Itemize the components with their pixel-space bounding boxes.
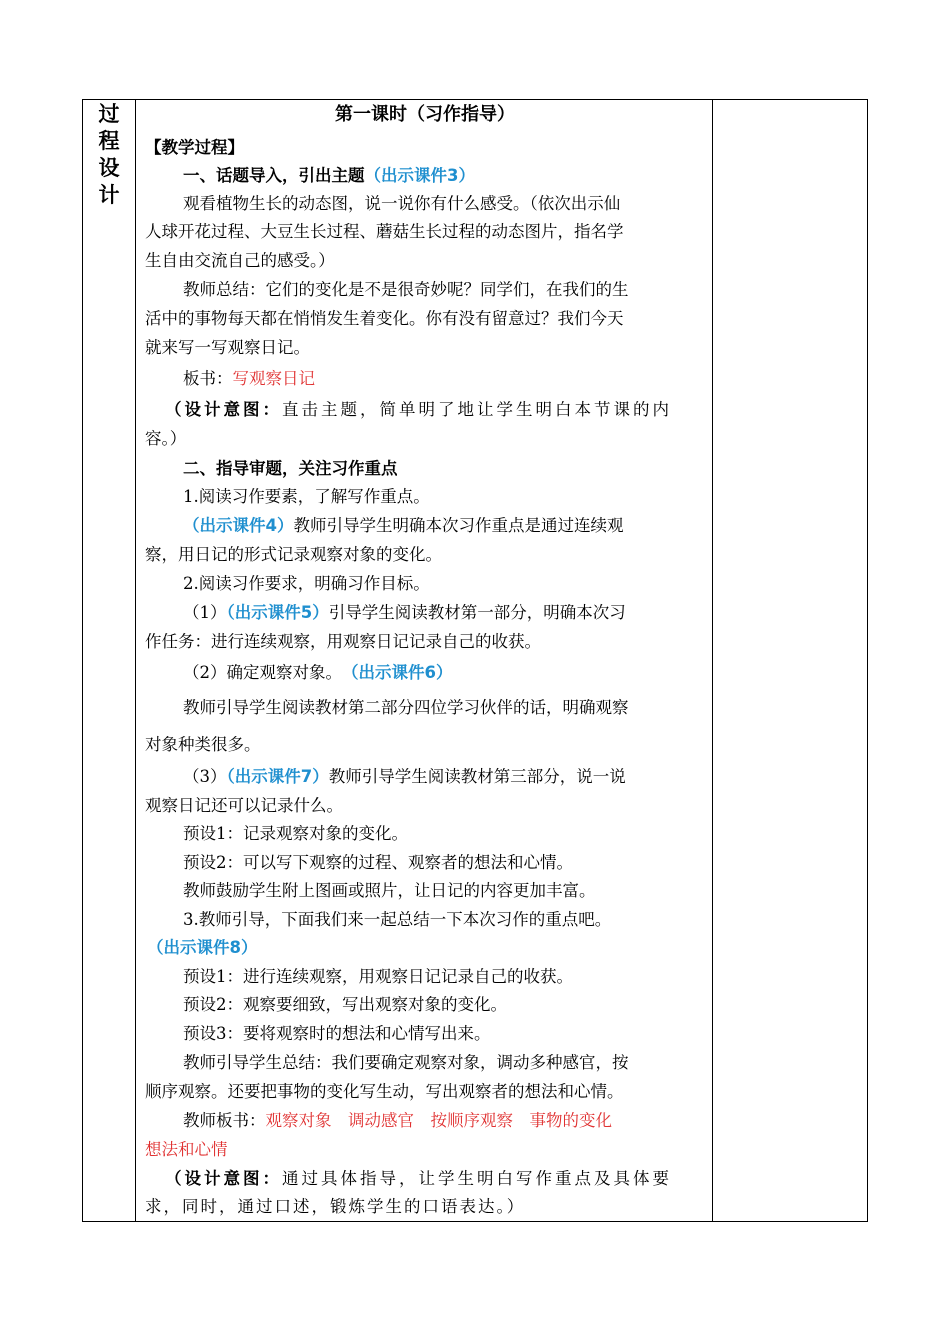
design-intent-label: （设计意图： [165, 400, 282, 419]
courseware-ref: （出示课件5） [226, 603, 329, 622]
board-writing: 观察对象 调动感官 按顺序观察 事物的变化 [265, 1111, 612, 1130]
paragraph-line: 教师引导学生阅读教材第二部分四位学习伙伴的话，明确观察 [183, 698, 629, 717]
paragraph-text: 引导学生阅读教材第一部分，明确本次习 [328, 603, 626, 622]
paragraph-line: 2.阅读习作要求，明确习作目标。 [183, 574, 430, 593]
paragraph-line: 预设2：可以写下观察的过程、观察者的想法和心情。 [183, 853, 573, 872]
paragraph-line: 就来写一写观察日记。 [145, 338, 310, 357]
design-intent-label: （设计意图： [165, 1169, 282, 1188]
paragraph-line: 预设3：要将观察时的想法和心情写出来。 [183, 1024, 491, 1043]
paragraph-line: 对象种类很多。 [145, 735, 261, 754]
side-label-char: 过 [98, 102, 120, 126]
paragraph-line: 观看植物生长的动态图，说一说你有什么感受。（依次出示仙 [183, 194, 621, 213]
lesson-table [82, 99, 868, 1222]
paragraph-line: 教师鼓励学生附上图画或照片，让日记的内容更加丰富。 [183, 881, 596, 900]
section-label-process-design [82, 99, 136, 209]
paragraph-line: 人球开花过程、大豆生长过程、蘑菇生长过程的动态图片，指名学 [145, 222, 624, 241]
label-text: 板书： [183, 369, 233, 388]
paragraph-line: 预设2：观察要细致，写出观察对象的变化。 [183, 995, 507, 1014]
design-intent-text: 直击主题，简单明了地让学生明白本节课的内 [282, 400, 672, 419]
paragraph-line [165, 1165, 672, 1189]
paragraph-line: 作任务：进行连续观察，用观察日记记录自己的收获。 [145, 632, 541, 651]
paragraph-line: 生自由交流自己的感受。） [145, 251, 335, 270]
paragraph-text: 教师引导学生明确本次习作重点是通过连续观 [293, 516, 624, 535]
paragraph-line [183, 659, 452, 683]
paragraph-line [165, 396, 672, 420]
paragraph-line: 1.阅读习作要素，了解写作重点。 [183, 487, 430, 506]
heading-text: 一、话题导入，引出主题 [183, 166, 365, 185]
column-divider-left [135, 99, 136, 1222]
side-label-char: 设 [98, 156, 120, 180]
courseware-ref: （出示课件7） [226, 767, 329, 786]
paragraph-line: 容。） [145, 429, 187, 448]
paragraph-line [183, 1107, 612, 1131]
paragraph-line [183, 162, 475, 186]
paragraph-line [183, 365, 315, 389]
label-text: 教师板书： [183, 1111, 266, 1130]
board-writing: 想法和心情 [145, 1140, 228, 1159]
paragraph-line [183, 512, 623, 536]
paragraph-line: 预设1：记录观察对象的变化。 [183, 824, 408, 843]
paragraph-line [183, 763, 626, 787]
section-heading: 【教学过程】 [145, 138, 244, 157]
paragraph-line: 预设1：进行连续观察，用观察日记记录自己的收获。 [183, 967, 573, 986]
paragraph-line: 察，用日记的形式记录观察对象的变化。 [145, 545, 442, 564]
paragraph-text: （2）确定观察对象。 [183, 663, 334, 682]
lesson-title: 第一课时（习作指导） [335, 104, 515, 125]
paragraph-text: 教师引导学生阅读教材第三部分，说一说 [328, 767, 626, 786]
paragraph-line [183, 599, 626, 623]
paragraph-line: 求，同时，通过口述，锻炼学生的口语表达。） [145, 1197, 526, 1216]
courseware-ref: （出示课件6） [350, 663, 453, 682]
column-divider-right [712, 99, 713, 1222]
paragraph-line: 教师引导学生总结：我们要确定观察对象，调动多种感官，按 [183, 1053, 629, 1072]
paragraph-line: 3.教师引导，下面我们来一起总结一下本次习作的重点吧。 [183, 910, 612, 929]
courseware-ref: （出示课件8） [147, 938, 258, 957]
board-writing: 写观察日记 [232, 369, 315, 388]
section-heading: 二、指导审题，关注习作重点 [183, 459, 398, 478]
paragraph-line: 观察日记还可以记录什么。 [145, 796, 343, 815]
design-intent-text: 通过具体指导，让学生明白写作重点及具体要 [282, 1169, 672, 1188]
item-number: （3） [183, 767, 227, 786]
item-number: （1） [183, 603, 227, 622]
side-label-char: 计 [98, 183, 120, 207]
paragraph-line: 顺序观察。还要把事物的变化写生动，写出观察者的想法和心情。 [145, 1082, 624, 1101]
courseware-ref: （出示课件4） [183, 516, 294, 535]
paragraph-line: 教师总结：它们的变化是不是很奇妙呢？同学们，在我们的生 [183, 280, 629, 299]
paragraph-line: 活中的事物每天都在悄悄发生着变化。你有没有留意过？我们今天 [145, 309, 624, 328]
side-label-char: 程 [98, 129, 120, 153]
courseware-ref: （出示课件3） [364, 166, 475, 185]
